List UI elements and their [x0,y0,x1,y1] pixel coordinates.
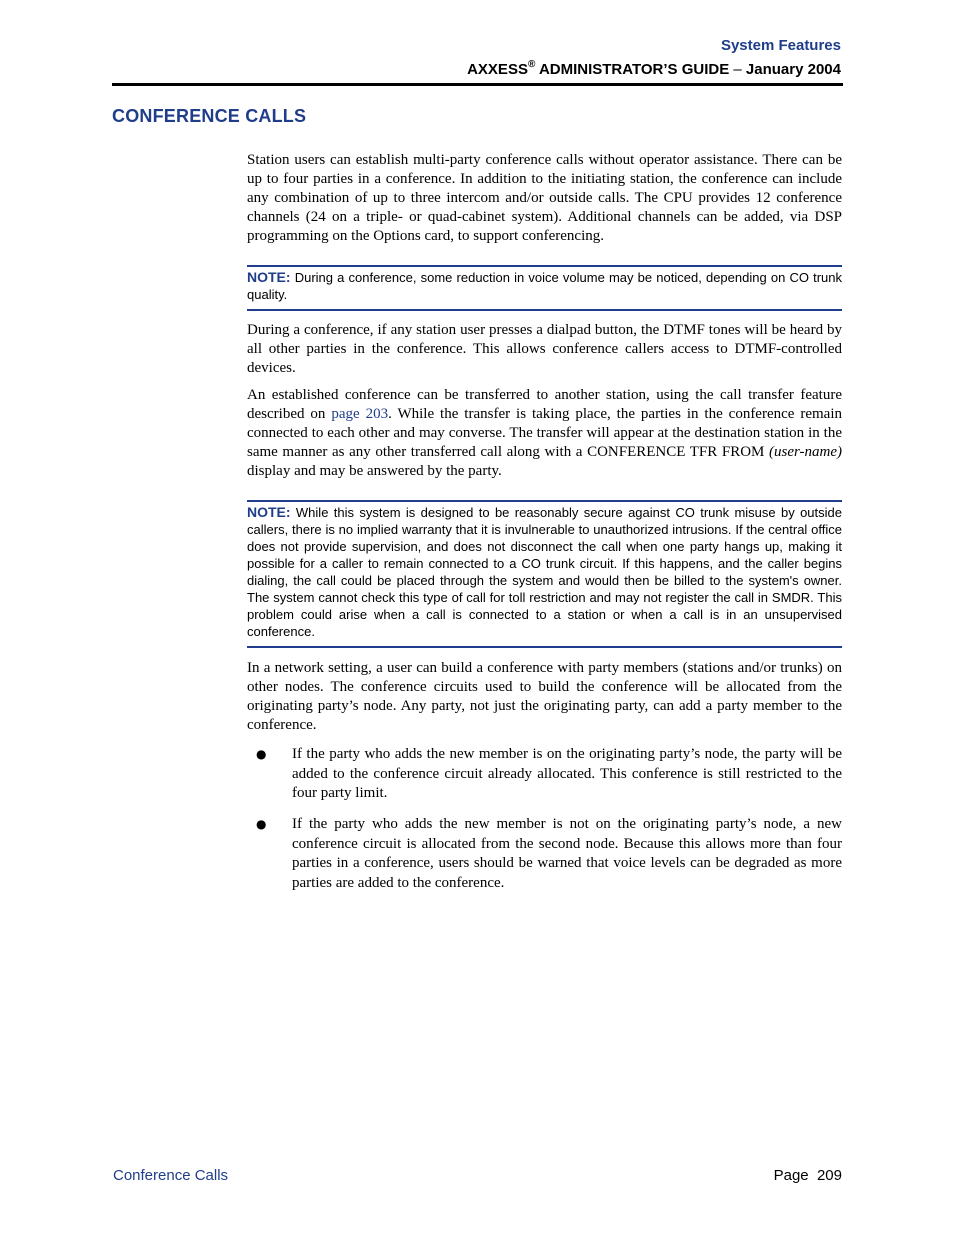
note-label: NOTE: [247,504,291,520]
paragraph-network [247,659,842,735]
paragraph-text-part: display and may be answered by the party. [247,463,502,479]
paragraph-text: In a network setting, a user can build a conference with party members (stations and/or trunks) on other nodes. The conference circuits used to build the conference will be allocated from the originating party’s node. Any party, not just the originating party, can add a party member to the conference. [247,660,842,733]
note-box-voice-volume [247,265,842,311]
paragraph-italic: (user-name) [768,444,842,460]
bullet-text: If the party who adds the new member is on the originating party’s node, the party will be added to the conference circuit already allocated. This conference is still restricted to the four party limit. [292,746,842,801]
footer-page-number: Page 209 [773,1167,842,1184]
guide-brand: AXXESS [467,61,528,78]
bullet-icon: ● [256,817,267,831]
paragraph-text-part: . While the transfer is taking place, the parties in the conference remain connected to each other and may converse. The transfer will appear at the destination station in the same manner as any other transferred call along with a CONFERENCE TFR FROM [247,406,843,460]
note-text: While this system is designed to be reasonably secure against CO trunk misuse by outside callers, there is no implied warranty that it is invulnerable to unauthorized intrusions. If the central office does not provide supervision, and does not disconnect the call when one party hangs up, making it possible for a caller to remain connected to a CO trunk circuit. If this happens, and the caller begins dialing, the call could be placed through the system and would then be billed to the system's owner. The system cannot check this type of call for toll restriction and may not register the call in SMDR. This problem could arise when a call is connected to a station or when a call is in an unsupervised conference. [247,505,842,639]
bullet-text: If the party who adds the new member is not on the originating party’s node, a new conference circuit is allocated from the second node. Because this allows more than four parties in a conference, users should be warned that voice levels can be degraded as more parties are added to the conference. [292,816,842,891]
paragraph-transfer [247,386,842,481]
registered-mark: ® [527,59,536,70]
paragraph-text: Station users can establish multi-party conference calls without operator assistance. There can be up to four parties in a conference. In addition to the initiating station, the conference can include any combination of up to three intercom and/or outside calls. The CPU provides 12 conference channels (24 on a triple- or quad-cabinet system). Additional channels can be added, via DSP programming on the Options card, to support conferencing. [247,152,842,244]
guide-date: January 2004 [745,61,841,78]
bullet-item-other-node [247,815,842,893]
bullet-item-same-node [247,745,842,804]
paragraph-text-part: An established conference can be transferred to another station, using the call transfer feature described on [247,387,842,422]
page-link[interactable]: page 203 [331,406,389,422]
paragraph-dtmf [247,321,842,378]
paragraph-text [247,386,842,481]
bullet-icon: ● [256,747,267,761]
note-text: During a conference, some reduction in voice volume may be noticed, depending on CO trunk quality. [247,270,842,302]
note-box-security [247,500,842,648]
guide-title: ADMINISTRATOR’S GUIDE [535,61,730,78]
paragraph-text: During a conference, if any station user presses a dialpad button, the DTMF tones will be heard by all other parties in the conference. This allows conference callers access to DTMF-controlled devices. [247,322,842,376]
guide-separator: – [729,61,746,78]
header-guide-title [467,60,841,78]
note-label: NOTE: [247,269,291,285]
page-title: CONFERENCE CALLS [112,106,307,126]
paragraph-intro [247,151,842,246]
header-section-title: System Features [720,37,841,54]
footer-section-name: Conference Calls [113,1167,229,1184]
header-rule [112,83,843,86]
